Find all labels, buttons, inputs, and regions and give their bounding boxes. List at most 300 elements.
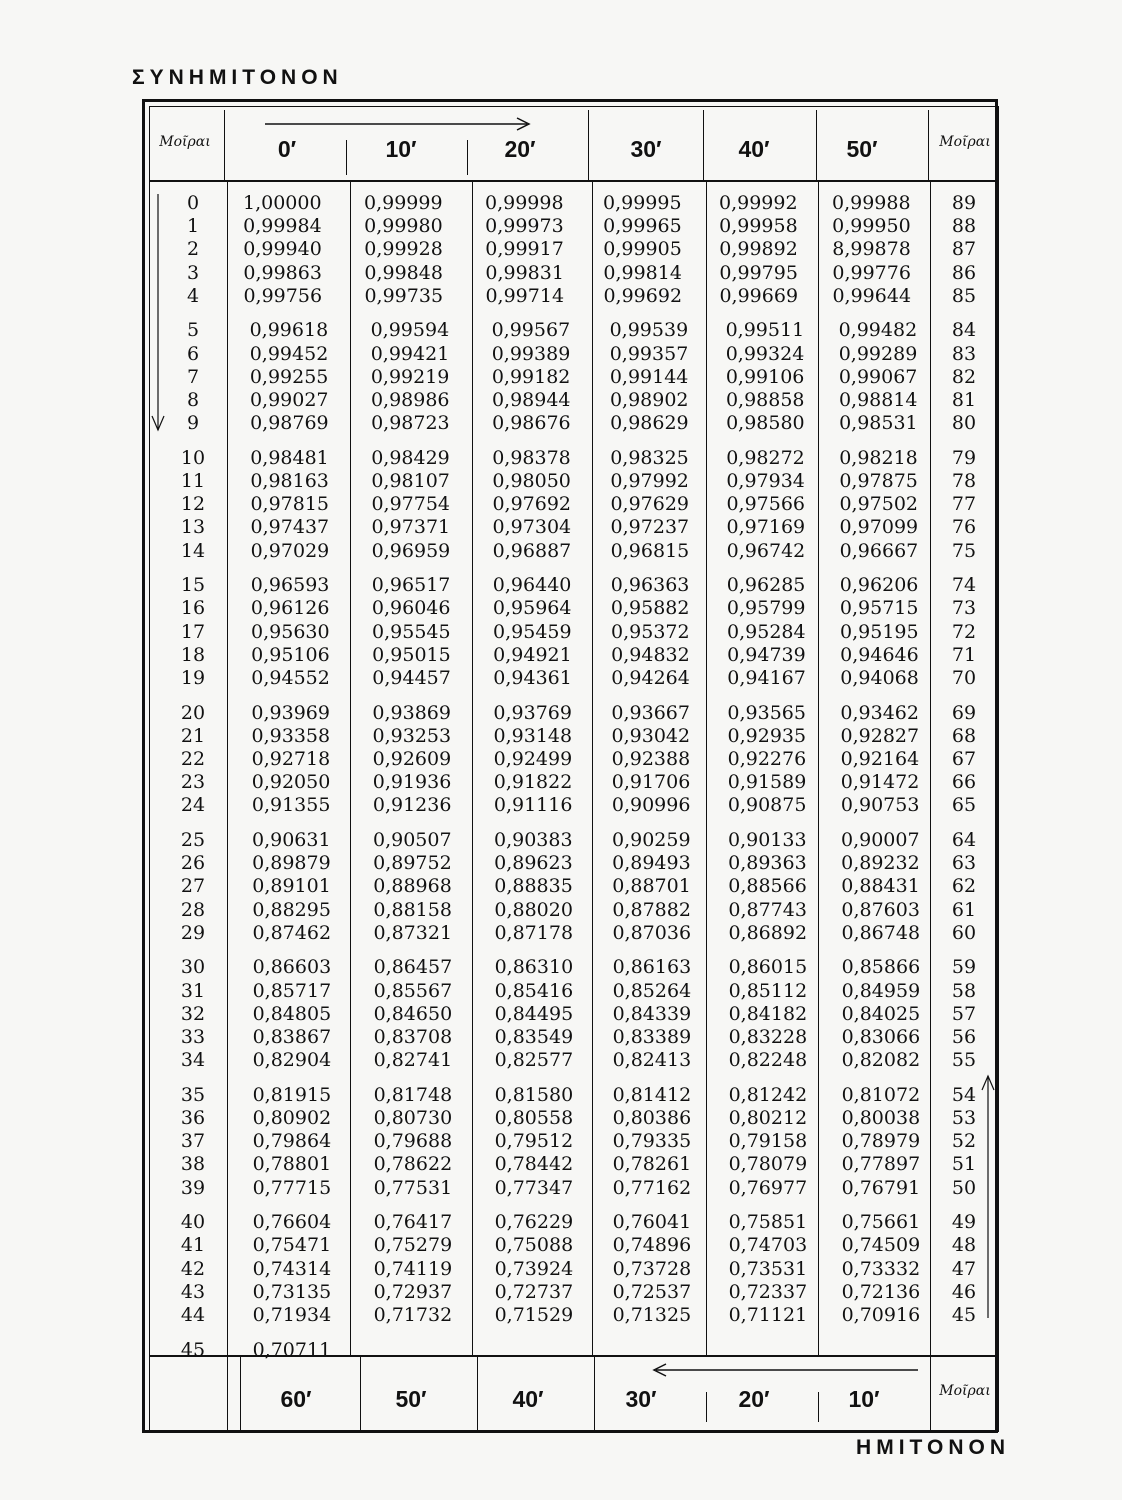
value-cell: 0,98580 (726, 412, 805, 435)
degree-left: 28 (180, 898, 206, 921)
column-divider (350, 182, 351, 1355)
degree-left: 4 (186, 284, 200, 307)
value-cell: 0,96046 (371, 597, 451, 620)
value-cell: 0,87178 (494, 921, 574, 944)
value-cell: 0,96440 (492, 574, 572, 597)
value-cell: 0,71121 (728, 1304, 808, 1326)
degree-right: 79 (951, 446, 977, 469)
value-cell: 0,93148 (493, 724, 573, 747)
value-cell: 0,94167 (727, 667, 806, 689)
value-cell: 0,70916 (841, 1304, 921, 1326)
value-cell: 0,95630 (251, 620, 330, 643)
value-cell: 0,98429 (371, 446, 450, 469)
value-cell: 0,99324 (725, 342, 805, 365)
moirai-label-right: Μοῖραι (939, 134, 991, 150)
value-cell: 0,99594 (370, 319, 450, 342)
footer-divider (930, 1357, 931, 1432)
degree-right: 74 (951, 574, 977, 597)
value-cell: 0,98481 (250, 446, 329, 469)
value-cell: 0,75851 (728, 1211, 808, 1234)
header-divider (703, 110, 704, 180)
footer-divider (818, 1392, 819, 1422)
value-cell: 0,76417 (373, 1211, 453, 1234)
degree-left: 9 (186, 412, 200, 435)
value-cell: 0,96285 (726, 574, 806, 597)
value-cell: 0,99692 (603, 284, 683, 307)
value-cell: 0,93769 (493, 701, 572, 724)
value-cell: 0,94921 (493, 643, 572, 666)
value-cell: 0,99067 (838, 365, 918, 388)
value-cell: 0,85567 (373, 979, 453, 1002)
value-cell: 0,82904 (252, 1049, 332, 1072)
value-cell: 0,99182 (491, 365, 571, 388)
value-cell: 0,80386 (612, 1107, 692, 1129)
value-cell: 0,82248 (728, 1049, 808, 1072)
value-cell: 0,94068 (840, 667, 919, 689)
value-cell: 0,85866 (841, 956, 921, 979)
value-cell: 0,97754 (371, 493, 451, 516)
value-cell: 0,92609 (372, 748, 452, 770)
value-cell: 0,81242 (728, 1083, 808, 1106)
value-cell: 0,98769 (250, 412, 329, 435)
value-cell: 0,92164 (840, 748, 920, 770)
column-divider (818, 182, 819, 1355)
value-cell: 0,85416 (494, 979, 574, 1002)
value-cell: 0,96742 (726, 539, 806, 562)
value-cell: 0,74119 (373, 1257, 453, 1280)
degree-left: 23 (180, 771, 206, 794)
value-cell: 0,88835 (494, 875, 573, 898)
degree-left: 34 (180, 1049, 206, 1072)
value-cell: 0,76229 (494, 1211, 574, 1234)
footer-divider (360, 1357, 361, 1432)
value-cell: 0,82577 (494, 1049, 574, 1072)
value-cell: 0,78261 (612, 1153, 692, 1176)
header-divider (816, 110, 817, 180)
degree-left: 35 (180, 1083, 206, 1106)
value-cell: 0,86310 (494, 956, 574, 979)
value-cell: 0,72537 (612, 1280, 692, 1303)
value-cell: 0,97815 (250, 493, 330, 516)
value-cell: 8,99878 (832, 238, 911, 261)
value-cell: 0,71325 (612, 1304, 692, 1326)
value-cell: 0,99255 (249, 365, 329, 388)
degree-left: 29 (180, 921, 206, 944)
moirai-label-bottom: Μοῖραι (939, 1383, 991, 1399)
column-header-bottom: 50′ (395, 1386, 427, 1412)
column-header-bottom: 20′ (738, 1386, 770, 1412)
value-cell: 0,84182 (728, 1002, 808, 1025)
degree-right: 78 (951, 470, 977, 492)
value-cell: 0,97629 (610, 493, 690, 516)
value-cell: 0,99917 (485, 238, 564, 261)
column-header-top: 50′ (846, 136, 878, 162)
value-cell: 0,95964 (492, 597, 572, 620)
degree-left: 24 (180, 794, 206, 817)
value-cell: 0,91822 (493, 771, 573, 794)
value-cell: 0,97029 (250, 539, 330, 562)
value-cell: 0,87603 (841, 898, 920, 921)
value-cell: 0,99618 (249, 319, 329, 342)
value-cell: 0,95799 (726, 597, 806, 620)
value-cell: 0,98858 (725, 389, 805, 411)
value-cell: 0,80558 (494, 1107, 574, 1129)
value-cell: 0,91355 (251, 794, 331, 817)
value-cell: 0,79688 (373, 1130, 453, 1153)
value-cell: 0,88701 (612, 875, 691, 898)
value-cell: 0,98325 (610, 446, 689, 469)
value-cell: 0,97502 (839, 493, 919, 516)
degree-left: 13 (180, 516, 206, 539)
value-cell: 0,97566 (726, 493, 806, 516)
degree-left: 39 (180, 1176, 206, 1199)
value-cell: 0,99999 (364, 192, 443, 214)
value-cell: 0,95284 (727, 620, 806, 643)
value-cell: 0,84650 (373, 1002, 453, 1025)
degree-right: 56 (951, 1026, 977, 1048)
value-cell: 0,95372 (611, 620, 690, 643)
degree-right: 87 (951, 238, 977, 261)
value-cell: 0,98163 (250, 470, 329, 492)
degree-left: 41 (180, 1234, 206, 1257)
value-cell: 0,99831 (485, 261, 564, 284)
value-cell: 0,83549 (494, 1026, 574, 1048)
value-cell: 0,83066 (841, 1026, 921, 1048)
value-cell: 0,87321 (373, 921, 453, 944)
column-header-top: 40′ (738, 136, 770, 162)
value-cell: 0,83389 (612, 1026, 692, 1048)
value-cell: 0,90383 (494, 829, 573, 851)
value-cell: 0,99027 (249, 389, 329, 411)
degree-left: 12 (180, 493, 206, 516)
value-cell: 0,98531 (839, 412, 918, 435)
value-cell: 0,97237 (610, 516, 690, 539)
value-cell: 0,97992 (610, 470, 689, 492)
degree-left: 33 (180, 1026, 206, 1048)
header-divider (928, 110, 929, 180)
value-cell: 0,99357 (609, 342, 689, 365)
value-cell: 0,99735 (364, 284, 444, 307)
value-cell: 0,78622 (373, 1153, 453, 1176)
arrow-down-icon (150, 194, 170, 434)
column-divider (472, 182, 473, 1355)
value-cell: 0,96593 (250, 574, 330, 597)
value-cell: 0,78801 (252, 1153, 332, 1176)
value-cell: 0,76041 (612, 1211, 692, 1234)
degree-right: 73 (951, 597, 977, 620)
value-cell: 0,87462 (252, 921, 332, 944)
value-cell: 0,78442 (494, 1153, 574, 1176)
column-divider (706, 182, 707, 1355)
value-cell: 0,99905 (603, 238, 682, 261)
degree-left: 45 (180, 1338, 206, 1361)
value-cell: 0,73728 (612, 1257, 692, 1280)
value-cell: 0,90007 (841, 829, 920, 851)
footer-divider (240, 1357, 241, 1432)
degree-left: 44 (180, 1304, 206, 1326)
degree-left: 3 (186, 261, 200, 284)
value-cell: 0,81915 (252, 1083, 332, 1106)
value-cell: 0,94361 (493, 667, 572, 689)
header-rule (149, 180, 999, 182)
degree-left: 43 (180, 1280, 206, 1303)
value-cell: 0,74703 (728, 1234, 808, 1257)
degree-right: 52 (951, 1130, 977, 1153)
value-cell: 0,99795 (719, 261, 798, 284)
degree-right: 59 (951, 956, 977, 979)
value-cell: 0,98378 (492, 446, 571, 469)
degree-right: 70 (951, 667, 977, 689)
value-cell: 0,99988 (832, 192, 911, 214)
degree-right: 72 (951, 620, 977, 643)
value-cell: 0,96363 (610, 574, 690, 597)
value-cell: 0,95459 (493, 620, 572, 643)
degree-right: 69 (951, 701, 977, 724)
value-cell: 0,84495 (494, 1002, 574, 1025)
degree-left: 6 (186, 342, 200, 365)
value-cell: 0,93042 (611, 724, 691, 747)
top-title: ΣΥΝΗΜΙΤΟΝΟΝ (132, 66, 343, 89)
value-cell: 0,96887 (492, 539, 572, 562)
value-cell: 0,99452 (249, 342, 329, 365)
value-cell: 0,93667 (611, 701, 690, 724)
value-cell: 0,86015 (728, 956, 808, 979)
value-cell: 0,98902 (609, 389, 689, 411)
value-cell: 0,85112 (728, 979, 808, 1002)
degree-right: 46 (951, 1280, 977, 1303)
value-cell: 0,92827 (840, 724, 920, 747)
value-cell: 0,99644 (832, 284, 912, 307)
value-cell: 0,98272 (726, 446, 805, 469)
value-cell: 0,99714 (485, 284, 565, 307)
value-cell: 0,99389 (491, 342, 571, 365)
value-cell: 0,99950 (832, 215, 911, 238)
degree-right: 75 (951, 539, 977, 562)
value-cell: 0,86163 (612, 956, 692, 979)
value-cell: 0,89232 (841, 852, 920, 875)
value-cell: 0,92388 (611, 748, 691, 770)
value-cell: 0,99669 (719, 284, 799, 307)
value-cell: 0,99992 (719, 192, 798, 214)
value-cell: 0,92718 (251, 748, 331, 770)
value-cell: 0,99928 (364, 238, 443, 261)
degree-left: 0 (186, 192, 200, 214)
value-cell: 0,93358 (251, 724, 331, 747)
degree-right: 84 (951, 319, 977, 342)
value-cell: 0,91236 (372, 794, 452, 817)
value-cell: 0,87036 (612, 921, 692, 944)
value-cell: 0,72937 (373, 1280, 453, 1303)
footer-divider (706, 1392, 707, 1422)
value-cell: 0,84805 (252, 1002, 332, 1025)
value-cell: 0,88968 (373, 875, 452, 898)
value-cell: 0,91472 (840, 771, 920, 794)
value-cell: 0,74314 (252, 1257, 332, 1280)
degree-right: 82 (951, 365, 977, 388)
value-cell: 0,76977 (728, 1176, 808, 1199)
degree-right: 58 (951, 979, 977, 1002)
value-cell: 0,95882 (610, 597, 690, 620)
value-cell: 0,75279 (373, 1234, 453, 1257)
value-cell: 0,73531 (728, 1257, 808, 1280)
value-cell: 0,97099 (839, 516, 919, 539)
arrow-right-icon (265, 114, 535, 134)
value-cell: 0,96667 (839, 539, 919, 562)
degree-left: 7 (186, 365, 200, 388)
degree-left: 27 (180, 875, 206, 898)
value-cell: 0,96126 (250, 597, 330, 620)
value-cell: 0,95545 (372, 620, 451, 643)
degree-right: 64 (951, 829, 977, 851)
value-cell: 0,99892 (719, 238, 798, 261)
value-cell: 0,99511 (725, 319, 805, 342)
value-cell: 0,97875 (839, 470, 918, 492)
degree-right: 83 (951, 342, 977, 365)
degree-left: 30 (180, 956, 206, 979)
degree-right: 50 (951, 1176, 977, 1199)
value-cell: 0,73135 (252, 1280, 332, 1303)
value-cell: 0,95715 (839, 597, 919, 620)
value-cell: 0,73924 (494, 1257, 574, 1280)
value-cell: 0,99814 (603, 261, 682, 284)
value-cell: 0,93869 (372, 701, 451, 724)
degree-right: 57 (951, 1002, 977, 1025)
value-cell: 0,79335 (612, 1130, 692, 1153)
value-cell: 0,71934 (252, 1304, 332, 1326)
value-cell: 0,77162 (612, 1176, 692, 1199)
value-cell: 0,94264 (611, 667, 690, 689)
degree-right: 51 (951, 1153, 977, 1176)
value-cell: 0,93253 (372, 724, 452, 747)
value-cell: 0,80902 (252, 1107, 332, 1129)
degree-right: 66 (951, 771, 977, 794)
value-cell: 0,77531 (373, 1176, 453, 1199)
value-cell: 0,99567 (491, 319, 571, 342)
value-cell: 0,81748 (373, 1083, 453, 1106)
moirai-label-left: Μοῖραι (159, 134, 211, 150)
value-cell: 0,99965 (603, 215, 682, 238)
value-cell: 0,95195 (840, 620, 919, 643)
value-cell: 0,90133 (728, 829, 807, 851)
value-cell: 0,76791 (841, 1176, 921, 1199)
value-cell: 0,85717 (252, 979, 332, 1002)
degree-left: 5 (186, 319, 200, 342)
degree-right: 55 (951, 1049, 977, 1072)
degree-right: 81 (951, 389, 977, 411)
value-cell: 0,99219 (370, 365, 450, 388)
degree-right: 88 (951, 215, 977, 238)
value-cell: 0,90631 (252, 829, 331, 851)
degree-left: 25 (180, 829, 206, 851)
value-cell: 0,92050 (251, 771, 331, 794)
bottom-title: ΗΜΙΤΟΝΟΝ (856, 1436, 1010, 1459)
value-cell: 0,97437 (250, 516, 330, 539)
value-cell: 0,99995 (603, 192, 682, 214)
header-divider (224, 110, 225, 180)
header-divider (467, 140, 468, 175)
value-cell: 0,97692 (492, 493, 572, 516)
value-cell: 0,75471 (252, 1234, 332, 1257)
degree-left: 10 (180, 446, 206, 469)
value-cell: 0,71732 (373, 1304, 453, 1326)
value-cell: 0,72337 (728, 1280, 808, 1303)
value-cell: 0,99940 (243, 238, 322, 261)
value-cell: 0,82741 (373, 1049, 453, 1072)
value-cell: 0,98814 (838, 389, 918, 411)
degree-left: 40 (180, 1211, 206, 1234)
degree-left: 8 (186, 389, 200, 411)
value-cell: 0,75088 (494, 1234, 574, 1257)
value-cell: 0,79158 (728, 1130, 808, 1153)
value-cell: 0,85264 (612, 979, 692, 1002)
value-cell: 0,98986 (370, 389, 450, 411)
value-cell: 0,99863 (243, 261, 322, 284)
value-cell: 0,83708 (373, 1026, 453, 1048)
value-cell: 0,89363 (728, 852, 807, 875)
degree-right: 61 (951, 898, 977, 921)
value-cell: 0,90875 (727, 794, 807, 817)
degree-right: 49 (951, 1211, 977, 1234)
arrow-left-icon (650, 1360, 920, 1380)
value-cell: 0,97934 (726, 470, 805, 492)
degree-left: 38 (180, 1153, 206, 1176)
value-cell: 0,93565 (727, 701, 806, 724)
header-divider (346, 140, 347, 175)
degree-left: 42 (180, 1257, 206, 1280)
value-cell: 0,81412 (612, 1083, 692, 1106)
value-cell: 0,94832 (611, 643, 690, 666)
degree-right: 85 (951, 284, 977, 307)
value-cell: 0,93462 (840, 701, 919, 724)
degree-right: 53 (951, 1107, 977, 1129)
value-cell: 0,77715 (252, 1176, 332, 1199)
value-cell: 0,92276 (727, 748, 807, 770)
degree-left: 1 (186, 215, 200, 238)
degree-left: 15 (180, 574, 206, 597)
value-cell: 0,86892 (728, 921, 808, 944)
value-cell: 0,96206 (839, 574, 919, 597)
value-cell: 0,82413 (612, 1049, 692, 1072)
degree-left: 31 (180, 979, 206, 1002)
value-cell: 0,94457 (372, 667, 451, 689)
footer-divider (477, 1357, 478, 1432)
value-cell: 0,89623 (494, 852, 573, 875)
value-cell: 0,90996 (611, 794, 691, 817)
value-cell: 0,74896 (612, 1234, 692, 1257)
degree-right: 65 (951, 794, 977, 817)
value-cell: 0,86457 (373, 956, 453, 979)
value-cell: 0,89752 (373, 852, 452, 875)
degree-left: 19 (180, 667, 206, 689)
value-cell: 0,97304 (492, 516, 572, 539)
value-cell: 0,88566 (728, 875, 807, 898)
value-cell: 0,99973 (485, 215, 564, 238)
value-cell: 0,82082 (841, 1049, 921, 1072)
value-cell: 0,78079 (728, 1153, 808, 1176)
value-cell: 0,88158 (373, 898, 452, 921)
value-cell: 0,89101 (252, 875, 331, 898)
value-cell: 0,95106 (251, 643, 330, 666)
degree-right: 89 (951, 192, 977, 214)
degree-right: 45 (951, 1304, 977, 1326)
column-header-top: 20′ (504, 136, 536, 162)
value-cell: 0,93969 (251, 701, 330, 724)
value-cell: 0,91706 (611, 771, 691, 794)
value-cell: 0,94646 (840, 643, 919, 666)
degree-right: 77 (951, 493, 977, 516)
value-cell: 0,74509 (841, 1234, 921, 1257)
value-cell: 0,99776 (832, 261, 911, 284)
